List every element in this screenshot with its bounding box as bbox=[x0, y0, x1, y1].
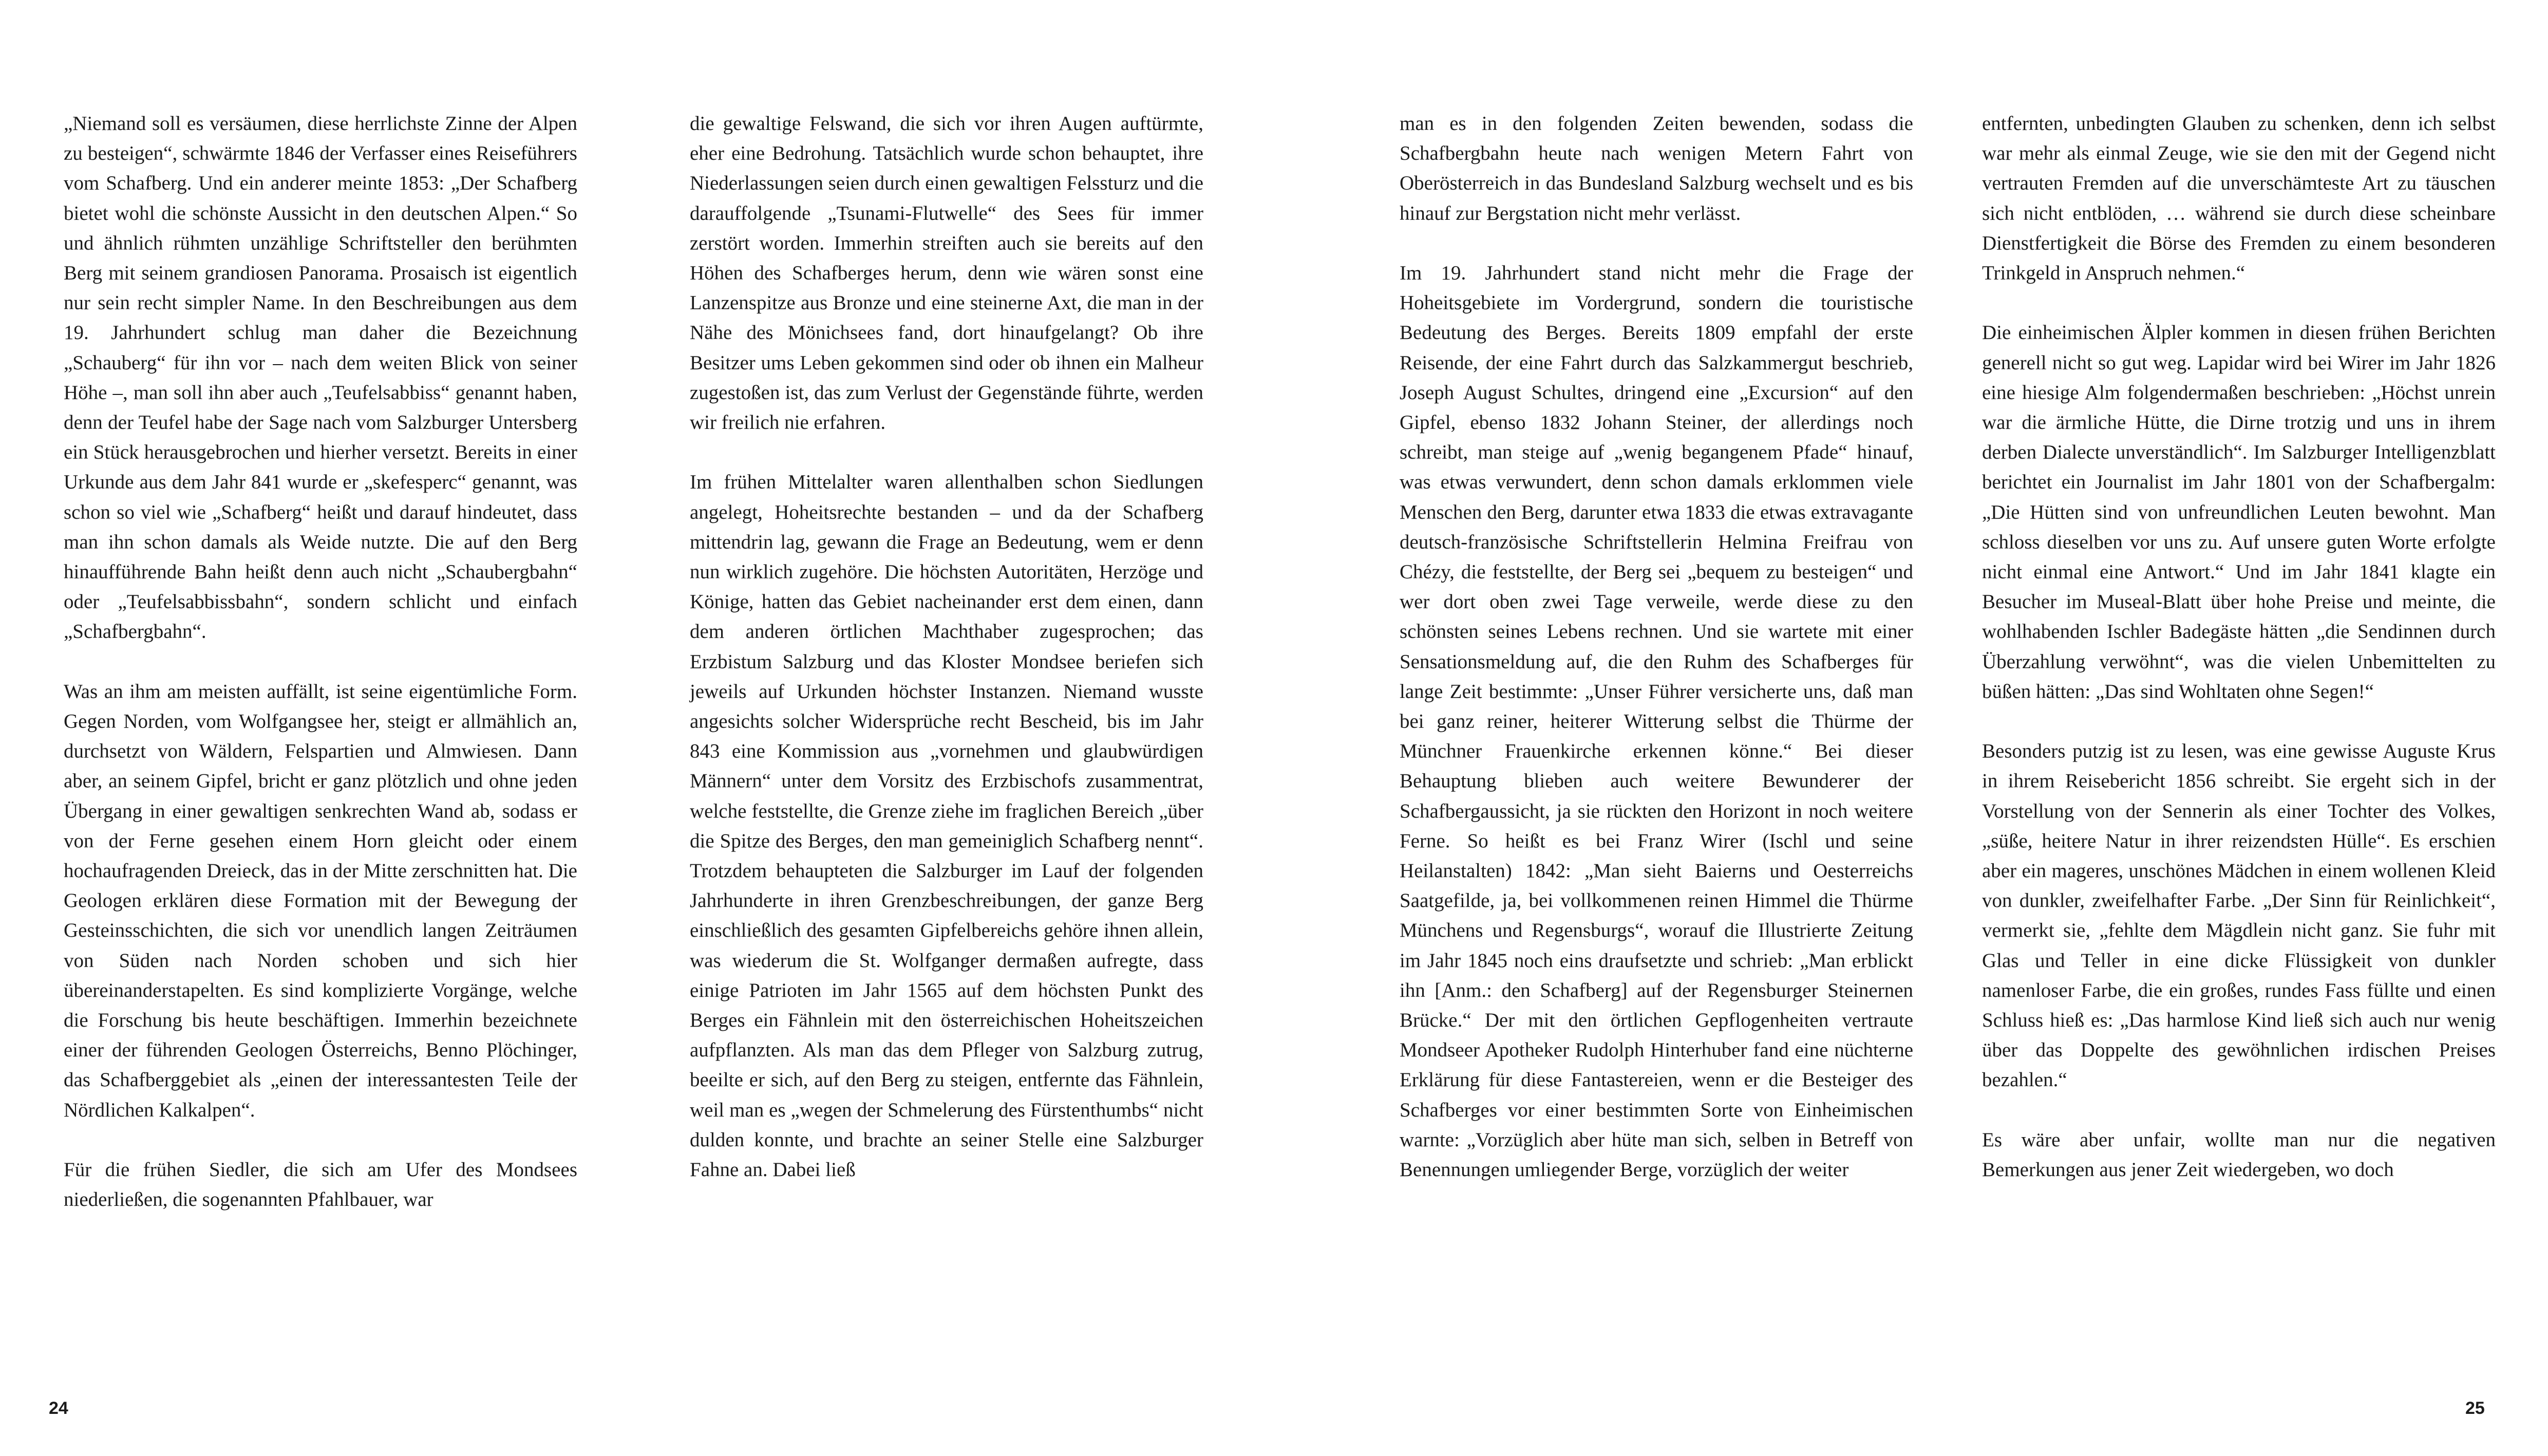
paragraph: Für die frühen Siedler, die sich am Ufer des Mondsees niederließen, die sogenannten Pfahlbauer, war bbox=[64, 1159, 577, 1211]
paragraph: Im frühen Mittelalter waren allenthalben schon Siedlungen angelegt, Hoheitsrechte bestanden – und da der Schafberg mittendrin lag, gewann die Frage an Bedeutung, wem er denn nun wirklich zugehöre. Die höchsten Autoritäten, Herzöge und Könige, hatten das Gebiet nacheinander erst dem einen, dann dem anderen örtlichen Machthaber zugesprochen; das Erzbistum Salzburg und das Kloster Mondsee beriefen sich jeweils auf Urkunden höchster Instanzen. Niemand wusste angesichts solcher Widersprüche recht Bescheid, bis im Jahr 843 eine Kommission aus „vornehmen und glaubwürdigen Männern“ unter dem Vorsitz des Erzbischofs zusammentrat, welche feststellte, die Grenze ziehe im fraglichen Bereich „über die Spitze des Berges, den man gemeiniglich Schafberg nennt“. Trotzdem behaupteten die Salzburger im Lauf der folgenden Jahrhunderte in ihren Grenzbeschreibungen, der ganze Berg einschließlich des gesamten Gipfelbereichs gehöre ihnen allein, was wiederum die St. Wolfganger dermaßen aufregte, dass einige Patrioten im Jahr 1565 auf dem höchsten Punkt des Berges ein Fähnlein mit den österreichischen Hoheitszeichen aufpflanzten. Als man das dem Pfleger von Salzburg zutrug, beeilte er sich, auf den Berg zu steigen, entfernte das Fähnlein, weil man es „wegen der Schmelerung des Fürstenthumbs“ nicht dulden konnte, und brachte an seiner Stelle eine Salzburger Fahne an. Dabei ließ bbox=[690, 471, 1203, 1181]
paragraph: Im 19. Jahrhundert stand nicht mehr die Frage der Hoheitsgebiete im Vordergrund, sondern die touristische Bedeutung des Berges. Bereits 1809 empfahl der erste Reisende, der eine Fahrt durch das Salzkammergut beschrieb, Joseph August Schultes, dringend eine „Excursion“ auf den Gipfel, ebenso 1832 Johann Steiner, der allerdings noch schreibt, man steige auf „wenig begangenem Pfade“ hinauf, was etwas verwundert, denn schon damals erklommen viele Menschen den Berg, darunter etwa 1833 die etwas extravagante deutsch-französische Schriftstellerin Helmina Freifrau von Chézy, die feststellte, der Berg sei „bequem zu besteigen“ und wer dort oben zwei Tage verweile, werde diese zu den schönsten seines Lebens rechnen. Und sie wartete mit einer Sensationsmeldung auf, die den Ruhm des Schafberges für lange Zeit bestimmte: „Unser Führer versicherte uns, daß man bei ganz reiner, heiterer Witterung selbst die Thürme der Münchner Frauenkirche erkennen könne.“ Bei dieser Behauptung blieben auch weitere Bewunderer der Schafbergaussicht, ja sie rückten den Horizont in noch weitere Ferne. So heißt es bei Franz Wirer (Ischl und seine Heilanstalten) 1842: „Man sieht Baierns und Oesterreichs Saatgefilde, ja, bei vollkommenen reinen Himmel die Thürme Münchens und Regensburgs“, worauf die Illustrierte Zeitung im Jahr 1845 noch eins draufsetzte und schrieb: „Man erblickt ihn [Anm.: den Schafberg] auf der Regensburger Steinernen Brücke.“ Der mit den örtlichen Gepflogenheiten vertraute Mondseer Apotheker Rudolph Hinterhuber fand eine nüchterne Erklärung für diese Fantastereien, wenn er die Besteiger des Schafberges vor einer bestimmten Sorte von Einheimischen warnte: „Vorzüglich aber hüte man sich, selben in Betreff von Benennungen umliegender Berge, vorzüglich der weiter bbox=[1400, 262, 1913, 1181]
paragraph: die gewaltige Felswand, die sich vor ihren Augen auftürmte, eher eine Bedrohung. Tatsächlich wurde schon behauptet, ihre Niederlassungen seien durch einen gewaltigen Felssturz und die darauffolgende „Tsunami-Flutwelle“ des Sees für immer zerstört worden. Immerhin streiften auch sie bereits auf den Höhen des Schafberges herum, denn wie wären sonst eine Lanzenspitze aus Bronze und eine steinerne Axt, die man in der Nähe des Mönichsees fand, dort hinaufgelangt? Ob ihre Besitzer ums Leben gekommen sind oder ob ihnen ein Malheur zugestoßen ist, das zum Verlust der Gegenstände führte, werden wir freilich nie erfahren. bbox=[690, 112, 1203, 434]
paragraph: Was an ihm am meisten auffällt, ist seine eigentümliche Form. Gegen Norden, vom Wolfgangsee her, steigt er allmählich an, durchsetzt von Wäldern, Felspartien und Almwiesen. Dann aber, an seinem Gipfel, bricht er ganz plötzlich und ohne jeden Übergang in einer gewaltigen senkrechten Wand ab, sodass er von der Ferne gesehen einem Horn gleicht oder einem hochaufragenden Dreieck, das in der Mitte zerschnitten hat. Die Geologen erklären diese Formation mit der Bewegung der Gesteinsschichten, die sich vor unendlich langen Zeiträumen von Süden nach Norden schoben und sich hier übereinanderstapelten. Es sind komplizierte Vorgänge, welche die Forschung bis heute beschäftigen. Immerhin bezeichnete einer der führenden Geologen Österreichs, Benno Plöchinger, das Schafberggebiet als „einen der interessantesten Teile der Nördlichen Kalkalpen“. bbox=[64, 680, 577, 1121]
paragraph: „Niemand soll es versäumen, diese herrlichste Zinne der Alpen zu besteigen“, schwärmte 1846 der Verfasser eines Reiseführers vom Schafberg. Und ein anderer meinte 1853: „Der Schafberg bietet wohl die schönste Aussicht in den deutschen Alpen.“ So und ähnlich rühmten unzählige Schriftsteller den berühmten Berg mit seinem grandiosen Panorama. Prosaisch ist eigentlich nur sein recht simpler Name. In den Beschreibungen aus dem 19. Jahrhundert schlug man daher die Bezeichnung „Schauberg“ für ihn vor – nach dem weiten Blick von seiner Höhe –, man soll ihn aber auch „Teufelsabbiss“ genannt haben, denn der Teufel habe der Sage nach vom Salzburger Untersberg ein Stück herausgebrochen und hierher versetzt. Bereits in einer Urkunde aus dem Jahr 841 wurde er „skefesperc“ genannt, was schon so viel wie „Schafberg“ heißt und darauf hindeutet, dass man ihn schon damals als Weide nutzte. Die auf den Berg hinaufführende Bahn heißt denn auch nicht „Schaubergbahn“ oder „Teufelsabbissbahn“, sondern schlicht und einfach „Schafbergbahn“. bbox=[64, 112, 577, 643]
right-page-column-2 bbox=[1982, 109, 2496, 1185]
paragraph: Die einheimischen Älpler kommen in diesen frühen Berichten generell nicht so gut weg. Lapidar wird bei Wirer im Jahr 1826 eine hiesige Alm folgendermaßen beschrieben: „Höchst unrein war die ärmliche Hütte, die Dirne trotzig und uns in ihrem derben Dialecte unverständlich“. Im Salzburger Intelligenzblatt berichtet ein Journalist im Jahr 1801 von der Schafbergalm: „Die Hütten sind von unfreundlichen Leuten bewohnt. Man schloss dieselben vor uns zu. Auf unsere guten Worte erfolgte nicht einmal eine Antwort.“ Und im Jahr 1841 klagte ein Besucher im Museal-Blatt über hohe Preise und meinte, die wohlhabenden Ischler Badegäste hätten „die Sendinnen durch Überzahlung verwöhnt“, was die vielen Unbemittelten zu büßen hätten: „Das sind Wohltaten ohne Segen!“ bbox=[1982, 322, 2496, 703]
left-page-column-1 bbox=[64, 109, 577, 1215]
page-number-right: 25 bbox=[2465, 1398, 2485, 1418]
right-page-column-1 bbox=[1400, 109, 1913, 1185]
paragraph: man es in den folgenden Zeiten bewenden, sodass die Schafbergbahn heute nach wenigen Metern Fahrt von Oberösterreich in das Bundesland Salzburg wechselt und es bis hinauf zur Bergstation nicht mehr verlässt. bbox=[1400, 112, 1913, 224]
paragraph: entfernten, unbedingten Glauben zu schenken, denn ich selbst war mehr als einmal Zeuge, wie sie den mit der Gegend nicht vertrauten Fremden auf die unverschämteste Art zu täuschen sich nicht entblöden, … während sie durch diese scheinbare Dienstfertigkeit die Börse des Fremden zu einem besonderen Trinkgeld in Anspruch nehmen.“ bbox=[1982, 112, 2496, 285]
page-number-left: 24 bbox=[49, 1398, 68, 1418]
paragraph: Besonders putzig ist zu lesen, was eine gewisse Auguste Krus in ihrem Reisebericht 1856 schreibt. Sie ergeht sich in der Vorstellung von der Sennerin als einer Tochter des Volkes, „süße, heitere Natur in ihrer reizendsten Hülle“. Es erschien aber ein mageres, unschönes Mädchen in einem wollenen Kleid von dunkler, zweifelhafter Farbe. „Der Sinn für Reinlichkeit“, vermerkt sie, „fehlte dem Mägdlein nicht ganz. Sie fuhr mit Glas und Teller in eine dicke Flüssigkeit von dunkler namenloser Farbe, die ein großes, rundes Fass füllte und einen Schluss hieß es: „Das harmlose Kind ließ sich auch nur wenig über das Doppelte des gewöhnlichen irdischen Preises bezahlen.“ bbox=[1982, 740, 2496, 1091]
left-page-column-2 bbox=[690, 109, 1203, 1185]
paragraph: Es wäre aber unfair, wollte man nur die negativen Bemerkungen aus jener Zeit wiedergeben, wo doch bbox=[1982, 1128, 2496, 1181]
